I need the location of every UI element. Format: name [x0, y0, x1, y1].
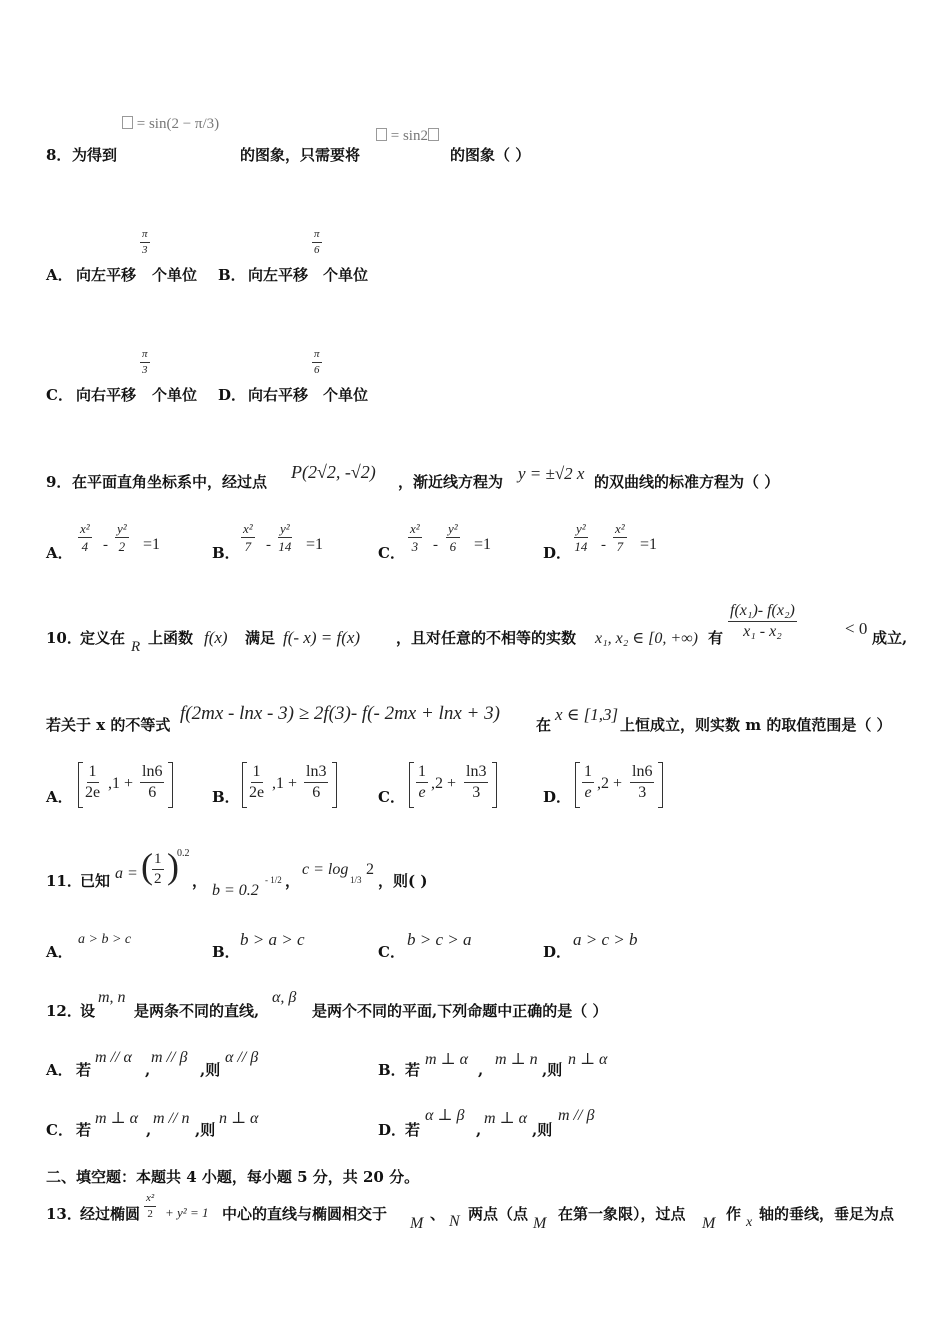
q11-opt-expr: a > c > b — [573, 930, 638, 949]
frac-num: ln6 — [630, 764, 654, 783]
q8-opt-b-unit: 个单位 — [323, 266, 369, 284]
q13-text6: 轴的垂线，垂足为点 — [759, 1205, 895, 1223]
frac-num: 1 — [251, 764, 263, 783]
frac-num: y² — [117, 521, 127, 536]
q9-asymptote: y = ±√2 x — [518, 464, 585, 483]
frac — [140, 764, 164, 801]
q8-opt-b-label[interactable]: B． — [218, 266, 246, 284]
frac-num: π — [312, 349, 322, 363]
right-bracket — [168, 762, 173, 808]
frac-num: π — [140, 349, 150, 363]
q11-a-rparen: ) — [167, 846, 179, 886]
q11-opt-expr: b > a > c — [240, 930, 305, 949]
frac-num: f(x₁)- f(x₂) — [728, 603, 797, 622]
q11-number: 11． — [46, 872, 82, 890]
frac — [582, 764, 594, 801]
q12-opt-p1: m ⊥ α — [95, 1110, 138, 1127]
q8-opt-c-text: 向右平移 — [76, 386, 137, 404]
frac-den: 6 — [449, 539, 457, 554]
q11-comma2: ， — [285, 872, 301, 890]
q12-opt-ruo: 若 — [405, 1061, 421, 1079]
frac-den: 2e — [85, 784, 101, 801]
frac-den: 6 — [314, 364, 320, 376]
frac-den: e — [584, 784, 592, 801]
minus: - — [266, 537, 271, 553]
section2-title: 二、填空题：本题共 4 小题，每小题 5 分，共 20 分。 — [46, 1168, 420, 1186]
q12-lines: m, n — [98, 989, 126, 1006]
frac-num: x² — [144, 1193, 156, 1207]
q10-ineq-rhs: < 0 — [845, 619, 868, 638]
frac-den: 14 — [574, 539, 588, 554]
q11-opt-label: C． — [378, 943, 405, 961]
q13-text2: 中心的直线与椭圆相交于 — [222, 1205, 388, 1223]
q12-number: 12． — [46, 1002, 82, 1020]
minus: - — [601, 537, 606, 553]
q10-hi-prefix: ,1 + — [272, 775, 298, 792]
frac — [408, 522, 422, 553]
q11-c-arg: 2 — [366, 861, 374, 878]
frac — [416, 764, 428, 801]
q12-opt-c1: , — [145, 1061, 151, 1079]
frac-num: π — [140, 229, 150, 243]
q12-opt-p2: m ⊥ α — [484, 1110, 527, 1127]
q8-opt-d-label[interactable]: D． — [218, 386, 247, 404]
q9-text3: 的双曲线的标准方程为（ ） — [594, 473, 780, 491]
q11-comma1: ， — [192, 872, 208, 890]
frac-num: 1 — [582, 764, 594, 783]
q13-N: N — [449, 1213, 460, 1230]
q10-fx: f(x) — [204, 628, 228, 647]
frac-num: x² — [243, 521, 253, 536]
right-bracket — [658, 762, 663, 808]
q9-opt-label: C． — [378, 544, 405, 562]
frac-den: 7 — [616, 539, 624, 554]
q12-opt-ruo: 若 — [405, 1121, 421, 1139]
frac-num: 1 — [87, 764, 99, 783]
q10-text6: 成立, — [872, 629, 908, 647]
frac-den: e — [418, 784, 426, 801]
q12-opt-p2: m // n — [153, 1110, 190, 1127]
minus: - — [103, 537, 108, 553]
q9-point: P(2√2, -√2) — [291, 462, 376, 482]
minus: - — [433, 537, 438, 553]
frac — [446, 522, 460, 553]
q9-rhs: =1 — [474, 536, 492, 553]
q13-x: x — [746, 1215, 753, 1230]
q12-opt-p3: α // β — [225, 1049, 259, 1066]
q8-opt-a-text: 向左平移 — [76, 266, 137, 284]
q10-number: 10． — [46, 629, 82, 647]
frac-num: x² — [80, 521, 90, 536]
q12-opt-p3: n ⊥ α — [219, 1110, 259, 1127]
q13-number: 13． — [46, 1205, 82, 1223]
q10-hi-prefix: ,1 + — [108, 775, 134, 792]
q12-opt-c1: , — [478, 1061, 484, 1079]
q8-frac-pi3-c — [140, 349, 150, 376]
q12-opt-p1: m ⊥ α — [425, 1051, 468, 1068]
q11-text1: 已知 — [80, 872, 111, 890]
frac-num: ln3 — [304, 764, 328, 783]
q8-frac-pi3-a — [140, 229, 150, 256]
q9-opt-label: A． — [46, 544, 73, 562]
q13-text5: 作 — [726, 1205, 742, 1223]
q13-ellipse-rest: + y² = 1 — [165, 1205, 209, 1220]
q10-text4: ，且对任意的不相等的实数 — [396, 629, 577, 647]
q12-planes: α, β — [272, 989, 297, 1006]
q8-opt-a-unit: 个单位 — [152, 266, 198, 284]
frac — [78, 522, 92, 553]
q12-opt-p3: n ⊥ α — [568, 1051, 608, 1068]
q8-frac-pi6-b — [312, 229, 322, 256]
q12-opt-p2: m // β — [151, 1049, 188, 1066]
frac-den: 3 — [142, 364, 148, 376]
q12-opt-label: D． — [378, 1121, 407, 1139]
left-bracket — [78, 762, 83, 808]
q10-opt-label: C． — [378, 788, 405, 806]
frac-den: 3 — [411, 539, 419, 554]
q10-text3: 满足 — [245, 629, 276, 647]
q8-opt-b-text: 向左平移 — [248, 266, 309, 284]
frac-den: 6 — [314, 244, 320, 256]
q12-opt-ruo: 若 — [76, 1121, 92, 1139]
frac-num: ln6 — [140, 764, 164, 783]
missing-glyph-icon — [376, 128, 387, 141]
q12-opt-label: B． — [378, 1061, 406, 1079]
frac-num: y² — [576, 521, 586, 536]
q12-opt-p1: m // α — [95, 1049, 132, 1066]
q9-number: 9． — [46, 473, 72, 491]
q8-formula-top — [122, 116, 219, 132]
missing-glyph-icon — [428, 128, 439, 141]
q11-a-frac — [152, 852, 164, 887]
frac — [115, 522, 129, 553]
left-bracket — [242, 762, 247, 808]
q11-opt-expr: b > c > a — [407, 930, 472, 949]
right-bracket — [332, 762, 337, 808]
q12-opt-then: ,则 — [200, 1061, 221, 1079]
frac-num: x² — [410, 521, 420, 536]
q11-opt-label: D． — [543, 943, 572, 961]
q12-text1: 设 — [80, 1002, 96, 1020]
q10-opt-label: A． — [46, 788, 73, 806]
frac-den: 3 — [638, 784, 647, 801]
q13-text1: 经过椭圆 — [80, 1205, 141, 1223]
frac-num: π — [312, 229, 322, 243]
frac-den: 14 — [278, 539, 292, 554]
left-bracket — [409, 762, 414, 808]
q12-opt-ruo: 若 — [76, 1061, 92, 1079]
q10-line2-text1: 若关于 x 的不等式 — [46, 716, 171, 734]
q11-b-exponent: - 1/2 — [265, 875, 282, 885]
q10-domain: x₁, x₂ ∈ [0, +∞) — [595, 630, 698, 647]
q10-line2-text2: 在 — [536, 716, 552, 734]
q11-c-base: 1/3 — [350, 875, 362, 885]
q12-text3: 是两个不同的平面,下列命题中正确的是（ ） — [312, 1002, 608, 1020]
q10-text1: 定义在 — [80, 629, 126, 647]
frac — [630, 764, 654, 801]
q13-text4: 在第一象限），过点 — [558, 1205, 686, 1223]
q11-opt-label: B． — [212, 943, 240, 961]
frac-num: 1 — [152, 852, 164, 870]
q9-rhs: =1 — [640, 536, 658, 553]
frac-den: 2e — [249, 784, 265, 801]
q11-b-expr: b = 0.2 — [212, 882, 259, 899]
q10-monotone-ratio — [728, 603, 797, 640]
q12-opt-label: A． — [46, 1061, 73, 1079]
frac-num: x² — [615, 521, 625, 536]
frac-den: 2 — [147, 1208, 153, 1220]
q13-text3: 两点（点 — [468, 1205, 529, 1223]
q11-a-expr: a = — [115, 865, 138, 882]
q10-text2: 上函数 — [148, 629, 194, 647]
q12-opt-then: ,则 — [195, 1121, 216, 1139]
frac — [304, 764, 328, 801]
frac — [464, 764, 488, 801]
frac — [613, 522, 627, 553]
q8-formula-mid-text: = sin2 — [390, 128, 428, 144]
frac — [85, 764, 100, 801]
q13-M2: M — [533, 1215, 547, 1232]
q13-sep: 、 — [430, 1205, 446, 1223]
q9-text2: ，渐近线方程为 — [398, 473, 504, 491]
missing-glyph-icon — [122, 116, 133, 129]
frac-num: ln3 — [464, 764, 488, 783]
frac-den: 6 — [312, 784, 321, 801]
q11-a-lparen: ( — [141, 846, 153, 886]
q8-opt-d-unit: 个单位 — [323, 386, 369, 404]
q12-opt-then: ,则 — [532, 1121, 553, 1139]
q8-frac-pi6-d — [312, 349, 322, 376]
q8-formula-top-text: = sin(2 − π/3) — [136, 116, 220, 132]
q9-opt-label: D． — [543, 544, 572, 562]
q8-number: 8． — [46, 146, 72, 164]
q10-hi-prefix: ,2 + — [597, 775, 623, 792]
q11-a-exponent: 0.2 — [177, 848, 190, 859]
q11-opt-expr: a > b > c — [78, 932, 132, 947]
frac — [249, 764, 264, 801]
q12-opt-p2: m ⊥ n — [495, 1051, 538, 1068]
q8-opt-d-text: 向右平移 — [248, 386, 309, 404]
q12-text2: 是两条不同的直线, — [134, 1002, 260, 1020]
q10-opt-label: B． — [212, 788, 240, 806]
q12-opt-then: ,则 — [542, 1061, 563, 1079]
q12-opt-p1: α ⊥ β — [425, 1107, 465, 1124]
frac-den: 2 — [118, 539, 126, 554]
q9-rhs: =1 — [143, 536, 161, 553]
q12-opt-label: C． — [46, 1121, 73, 1139]
frac-num: y² — [448, 521, 458, 536]
q11-c-expr: c = log — [302, 861, 349, 878]
frac-den: x₁ - x₂ — [743, 623, 782, 640]
frac-den: 2 — [154, 871, 162, 887]
q10-line2-text3: 上恒成立，则实数 m 的取值范围是（ ） — [620, 716, 892, 734]
frac-den: 7 — [244, 539, 252, 554]
q10-line2-inequality: f(2mx - lnx - 3) ≥ 2f(3)- f(- 2mx + lnx + 3) — [180, 703, 500, 724]
q11-opt-label: A． — [46, 943, 73, 961]
frac-den: 4 — [81, 539, 89, 554]
left-bracket — [575, 762, 580, 808]
q10-opt-label: D． — [543, 788, 572, 806]
q8-text1: 为得到 — [72, 146, 118, 164]
q8-opt-a-label[interactable]: A． — [46, 266, 73, 284]
q10-text5: 有 — [708, 629, 724, 647]
q11-text2: ，则( ) — [378, 872, 428, 890]
right-bracket — [492, 762, 497, 808]
frac — [574, 522, 588, 553]
q8-text2: 的图象，只需要将 — [240, 146, 361, 164]
frac-den: 3 — [142, 244, 148, 256]
q10-R: R — [131, 639, 141, 655]
q8-opt-c-unit: 个单位 — [152, 386, 198, 404]
q8-text3: 的图象（ ） — [450, 146, 531, 164]
frac-den: 6 — [148, 784, 157, 801]
q12-opt-c1: , — [146, 1121, 152, 1139]
q8-opt-c-label[interactable]: C． — [46, 386, 73, 404]
q9-opt-label: B． — [212, 544, 240, 562]
q8-formula-mid — [376, 128, 439, 144]
q10-even-eq: f(- x) = f(x) — [283, 628, 361, 647]
frac — [241, 522, 255, 553]
frac-num: 1 — [416, 764, 428, 783]
q10-hi-prefix: ,2 + — [431, 775, 457, 792]
q13-M: M — [410, 1215, 424, 1232]
q12-opt-c1: , — [476, 1121, 482, 1139]
q9-text1: 在平面直角坐标系中，经过点 — [72, 473, 268, 491]
q12-opt-p3: m // β — [558, 1107, 595, 1124]
frac-den: 3 — [472, 784, 481, 801]
q13-ellipse-frac — [144, 1193, 156, 1220]
q9-rhs: =1 — [306, 536, 324, 553]
frac-num: y² — [280, 521, 290, 536]
frac — [278, 522, 292, 553]
q13-M3: M — [702, 1215, 716, 1232]
q10-line2-range: x ∈ [1,3] — [555, 705, 619, 724]
